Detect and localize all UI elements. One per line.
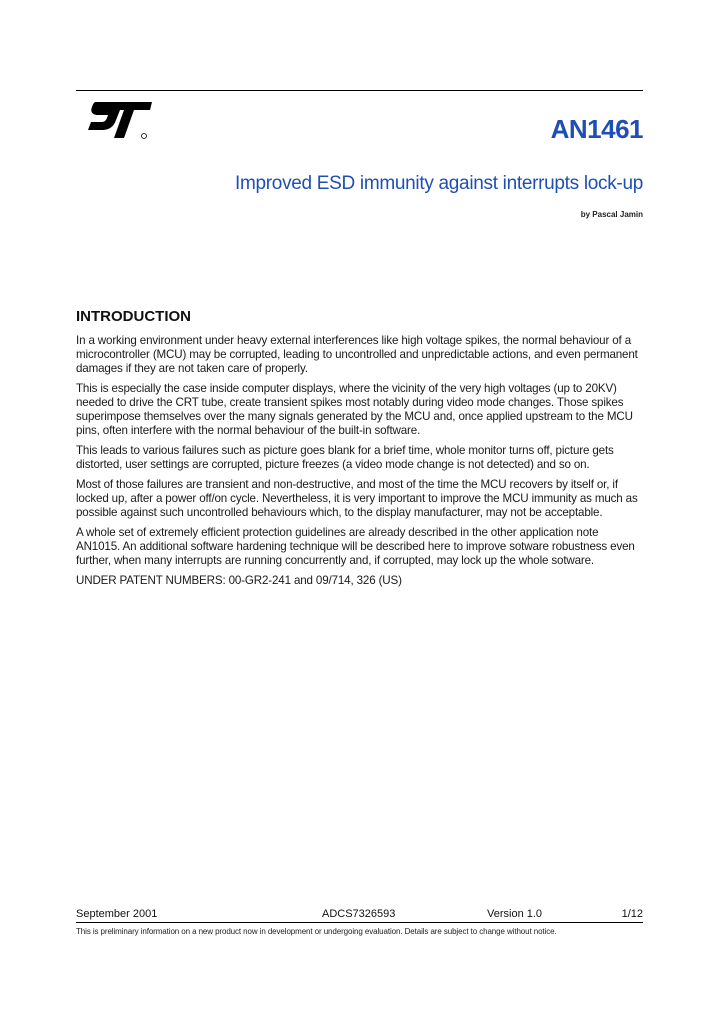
paragraph: UNDER PATENT NUMBERS: 00-GR2-241 and 09/714, 326 (US) xyxy=(76,574,402,587)
document-title: Improved ESD immunity against interrupts lock-up xyxy=(235,173,643,194)
header-rule xyxy=(76,90,643,91)
section-heading: INTRODUCTION xyxy=(76,308,191,325)
body-text xyxy=(76,334,644,594)
author-line: by Pascal Jamin xyxy=(580,210,643,219)
paragraph: This is especially the case inside computer displays, where the vicinity of the very high voltages (up to 20KV) needed to drive the CRT tube, create transient spikes most notably during video mode changes. Those spikes superimpose themselves over the many signals generated by the MCU and, once applied upstream to the MCU pins, often interfere with the normal behaviour of the built-in software. xyxy=(76,382,633,437)
footer-version: Version 1.0 xyxy=(487,908,543,920)
paragraph: In a working environment under heavy external interferences like high voltage spikes, the normal behaviour of a microcontroller (MCU) may be corrupted, leading to uncontrolled and unpredictable actions, and even permanent damages if they are not taken care of properly. xyxy=(76,334,638,375)
paragraph: This leads to various failures such as picture goes blank for a brief time, whole monitor turns off, picture gets distorted, user settings are corrupted, picture freezes (a video mode change is not detected) and so on. xyxy=(76,444,614,471)
st-logo-icon xyxy=(80,98,158,142)
document-number: AN1461 xyxy=(550,114,643,144)
footer-date: September 2001 xyxy=(76,908,158,920)
paragraph: A whole set of extremely efficient protection guidelines are already described in the other application note AN1015. An additional software hardening technique will be described here to improve sotware robustness even further, when many interrupts are running concurrently and, if corrupted, may lock up the whole sotware. xyxy=(76,526,635,567)
disclaimer: This is preliminary information on a new product now in development or undergoing evaluation. Details are subject to change without notice. xyxy=(76,927,557,936)
paragraph: Most of those failures are transient and non-destructive, and most of the time the MCU recovers by itself or, if locked up, after a power off/on cycle. Nevertheless, it is very important to improve the MCU immunity as much as possible against such uncontrolled behaviours which, to the display manufacturer, may not be acceptable. xyxy=(76,478,638,519)
footer-code: ADCS7326593 xyxy=(322,908,396,920)
footer-rule xyxy=(76,922,643,923)
footer-page-number: 1/12 xyxy=(621,908,643,920)
